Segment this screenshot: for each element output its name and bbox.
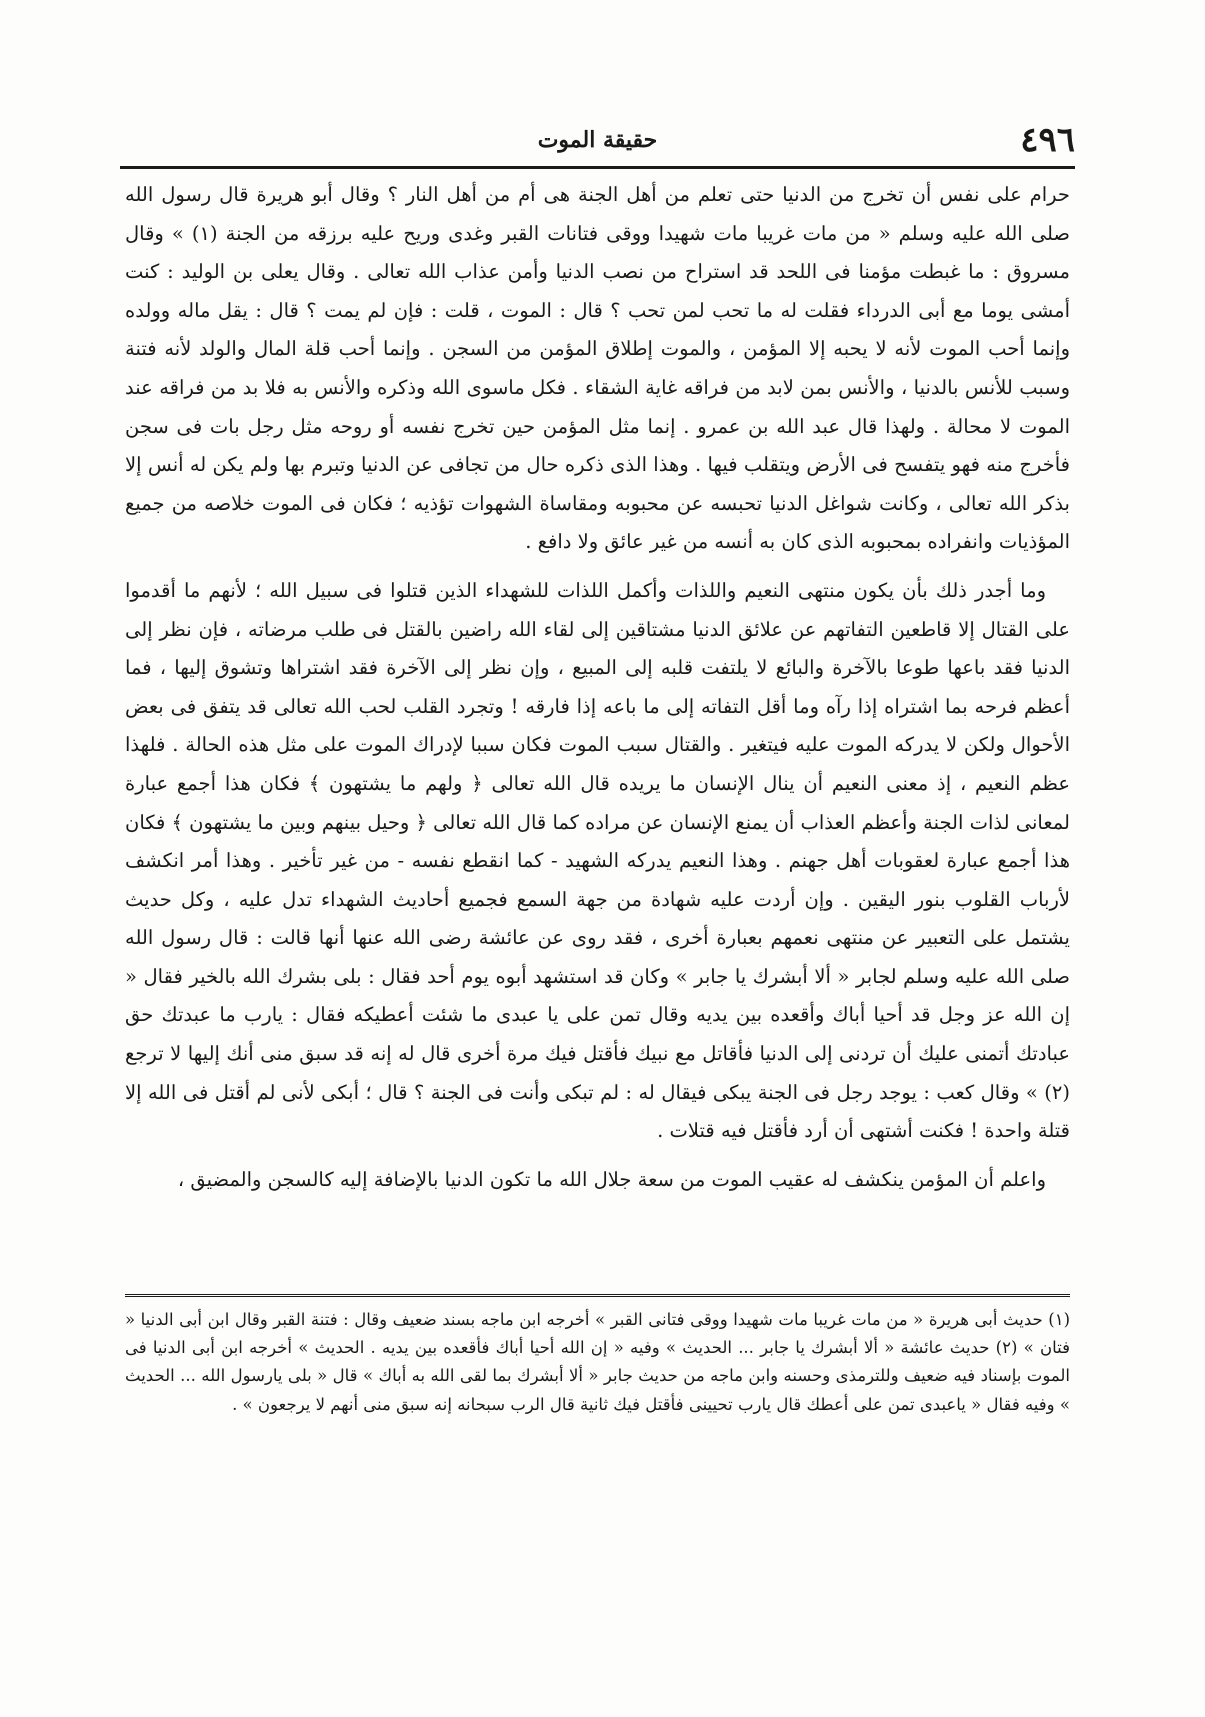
main-text <box>125 176 1070 1199</box>
paragraph: حرام على نفس أن تخرج من الدنيا حتى تعلم من أهل الجنة هى أم من أهل النار ؟ وقال أبو هريرة قال رسول الله صلى الله عليه وسلم « من مات غريبا مات شهيدا ووقى فتانات القبر وغدى وريح عليه برزقه من الجنة (١) » وقال مسروق : ما غبطت مؤمنا فى اللحد قد استراح من نصب الدنيا وأمن عذاب الله تعالى . وقال يعلى بن الوليد : كنت أمشى يوما مع أبى الدرداء فقلت له ما تحب لمن تحب ؟ قال : الموت ، قلت : فإن لم يمت ؟ قال : يقل ماله وولده وإنما أحب الموت لأنه لا يحبه إلا المؤمن ، والموت إطلاق المؤمن من السجن . وإنما أحب قلة المال والولد لأنه فتنة وسبب للأنس بالدنيا ، والأنس بمن لابد من فراقه غاية الشقاء . فكل ماسوى الله وذكره والأنس به فلا بد من فراقه عند الموت لا محالة . ولهذا قال عبد الله بن عمرو . إنما مثل المؤمن حين تخرج نفسه أو روحه مثل رجل بات فى سجن فأخرج منه فهو يتفسح فى الأرض ويتقلب فيها . وهذا الذى ذكره حال من تجافى عن الدنيا وتبرم بها ولم يكن له أنس إلا بذكر الله تعالى ، وكانت شواغل الدنيا تحبسه عن محبوبه ومقاساة الشهوات تؤذيه ؛ فكان فى الموت خلاصه من جميع المؤذيات وانفراده بمحبوبه الذى كان به أنسه من غير عائق ولا دافع . <box>125 183 1070 554</box>
header-rule <box>120 166 1075 169</box>
paragraph: وما أجدر ذلك بأن يكون منتهى النعيم واللذات وأكمل اللذات للشهداء الذين قتلوا فى سبيل الله ؛ لأنهم ما أقدموا على القتال إلا قاطعين التفاتهم عن علائق الدنيا مشتاقين إلى لقاء الله راضين بالقتل فى طلب مرضاته ، فإن نظر إلى الدنيا فقد باعها طوعا بالآخرة والبائع لا يلتفت قلبه إلى المبيع ، وإن نظر إلى الآخرة فقد اشتراها وتشوق إليها ، فما أعظم فرحه بما اشتراه إذا رآه وما أقل التفاته إلى ما باعه إذا فارقه ! وتجرد القلب لحب الله تعالى قد يتفق فى بعض الأحوال ولكن لا يدركه الموت عليه فيتغير . والقتال سبب الموت فكان سببا لإدراك الموت على مثل هذه الحالة . فلهذا عظم النعيم ، إذ معنى النعيم أن ينال الإنسان ما يريده قال الله تعالى ﴿ ولهم ما يشتهون ﴾ فكان هذا أجمع عبارة لمعانى لذات الجنة وأعظم العذاب أن يمنع الإنسان عن مراده كما قال الله تعالى ﴿ وحيل بينهم وبين ما يشتهون ﴾ فكان هذا أجمع عبارة لعقوبات أهل جهنم . وهذا النعيم يدركه الشهيد - كما انقطع نفسه - من غير تأخير . وهذا أمر انكشف لأرباب القلوب بنور اليقين . وإن أردت عليه شهادة من جهة السمع فجميع أحاديث الشهداء تدل عليه ، وكل حديث يشتمل على التعبير عن منتهى نعمهم بعبارة أخرى ، فقد روى عن عائشة رضى الله عنها أنها قالت : قال رسول الله صلى الله عليه وسلم لجابر « ألا أبشرك يا جابر » وكان قد استشهد أبوه يوم أحد فقال : بلى بشرك الله بالخير فقال « إن الله عز وجل قد أحيا أباك وأقعده بين يديه وقال تمن على يا عبدى ما شئت أعطيكه فقال : يارب ما عبدتك حق عبادتك أتمنى عليك أن تردنى إلى الدنيا فأقاتل مع نبيك فأقتل فيك مرة أخرى قال له إنه قد سبق منى أنك إليها لا ترجع (٢) » وقال كعب : يوجد رجل فى الجنة يبكى فيقال له : لم تبكى وأنت فى الجنة ؟ قال ؛ أبكى لأنى لم أقتل فى الله إلا قتلة واحدة ! فكنت أشتهى أن أرد فأقتل فيه قتلات . <box>125 578 1070 1143</box>
page-header <box>120 118 1075 168</box>
footnote: (١) حديث أبى هريرة « من مات غريبا مات شهيدا ووقى فتانى القبر » أخرجه ابن ماجه بسند ضعيف وقال : فتنة القبر وقال ابن أبى الدنيا « فتان » (٢) حديث عائشة « ألا أبشرك يا جابر ... الحديث » وفيه « إن الله أحيا أباك فأقعده بين يديه . الحديث » أخرجه ابن أبى الدنيا فى الموت بإسناد فيه ضعيف وللترمذى وحسنه وابن ماجه من حديث جابر « ألا أبشرك بما لقى الله به أباك » قال « بلى يارسول الله ... الحديث » وفيه فقال « ياعبدى تمن على أعطك قال يارب تحيينى فأقتل فيك ثانية قال الرب سبحانه إنه سبق منى أنهم لا يرجعون » . <box>125 1310 1070 1414</box>
paragraph: واعلم أن المؤمن ينكشف له عقيب الموت من سعة جلال الله ما تكون الدنيا بالإضافة إليه كالسجن والمضيق ، <box>177 1167 1046 1191</box>
footnote-rule <box>125 1294 1070 1297</box>
running-title: حقيقة الموت <box>537 127 658 153</box>
footnotes <box>125 1306 1070 1419</box>
page-number: ٤٩٦ <box>1020 120 1075 160</box>
